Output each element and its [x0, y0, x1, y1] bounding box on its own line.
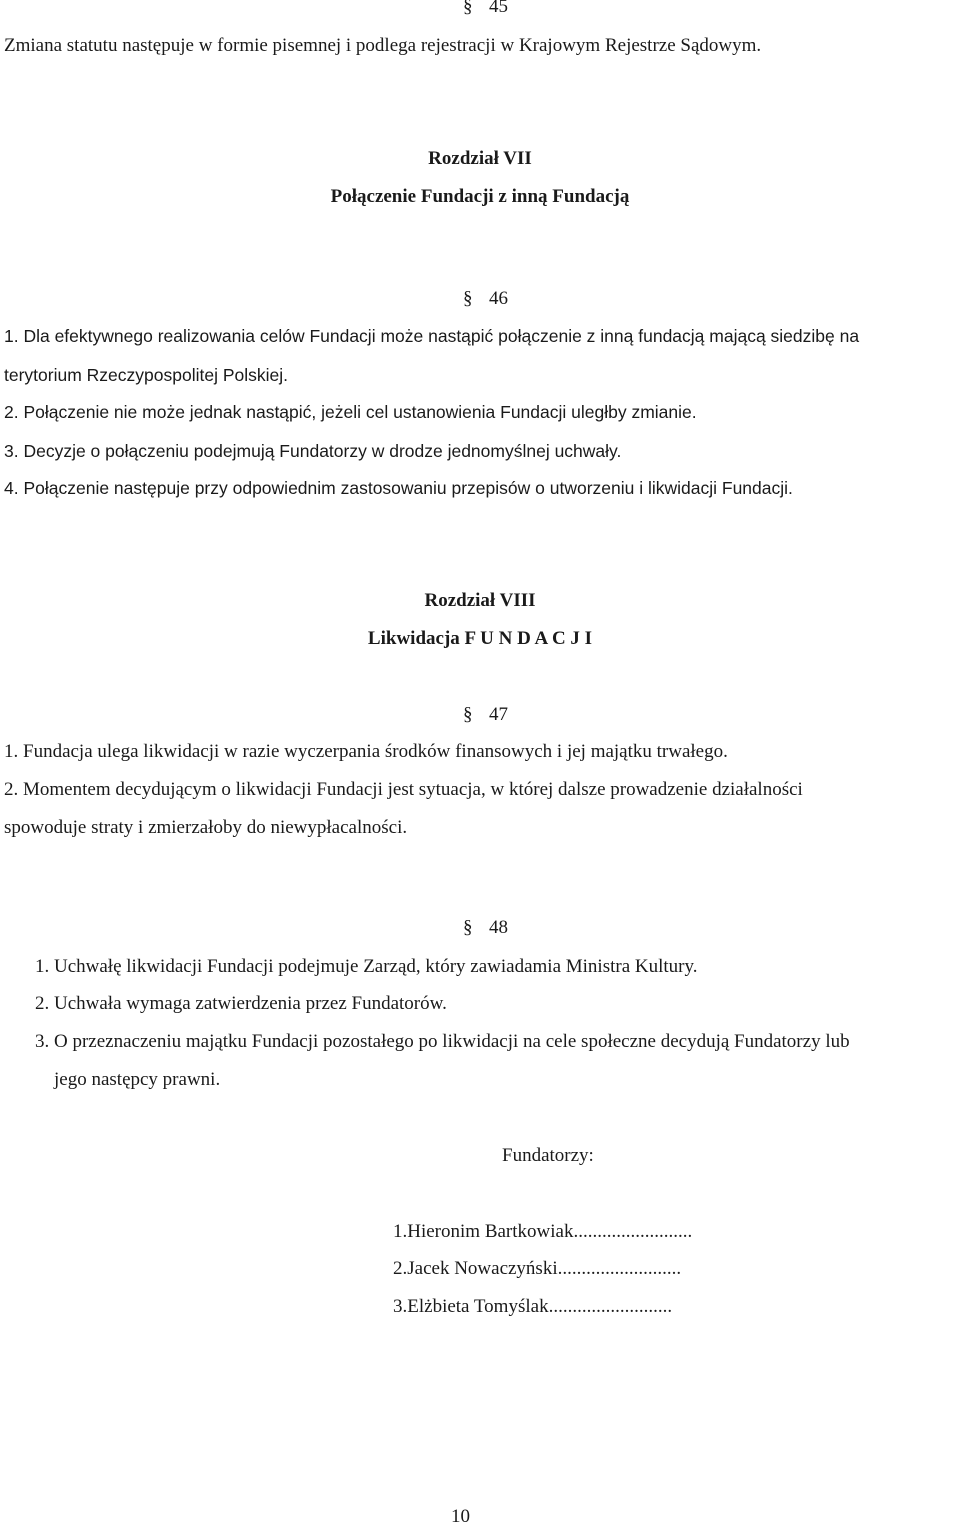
founder-signature-line: 1.Hieronim Bartkowiak.........................: [393, 1221, 693, 1242]
section-45-heading: [463, 0, 508, 18]
founders-heading: Fundatorzy:: [502, 1145, 594, 1166]
section-46-item: terytorium Rzeczypospolitej Polskiej.: [4, 365, 288, 385]
section-sign: §: [463, 288, 473, 309]
page-number: 10: [451, 1506, 470, 1527]
section-46-heading: [463, 288, 508, 310]
section-48-item: 3. O przeznaczeniu majątku Fundacji pozostałego po likwidacji na cele społeczne decydują Fundatorzy lub: [35, 1031, 850, 1052]
section-number: 45: [489, 0, 508, 17]
chapter-8-subtitle: Likwidacja F U N D A C J I: [367, 628, 593, 649]
chapter-7-subtitle: Połączenie Fundacji z inną Fundacją: [330, 186, 630, 207]
section-number: 48: [489, 917, 508, 938]
section-sign: §: [463, 917, 473, 938]
section-47-item: 1. Fundacja ulega likwidacji w razie wyczerpania środków finansowych i jej majątku trwałego.: [4, 741, 728, 762]
section-sign: §: [463, 704, 473, 725]
section-number: 46: [489, 288, 508, 309]
section-45-text: Zmiana statutu następuje w formie pisemnej i podlega rejestracji w Krajowym Rejestrze Sądowym.: [4, 35, 762, 56]
founder-signature-line: 2.Jacek Nowaczyński..........................: [393, 1258, 682, 1279]
section-number: 47: [489, 704, 508, 725]
section-46-item: 3. Decyzje o połączeniu podejmują Fundatorzy w drodze jednomyślnej uchwały.: [4, 441, 622, 461]
section-48-heading: [463, 917, 508, 939]
section-47-item: 2. Momentem decydującym o likwidacji Fundacji jest sytuacja, w której dalsze prowadzenie działalności: [4, 779, 803, 800]
section-46-item: 4. Połączenie następuje przy odpowiednim zastosowaniu przepisów o utworzeniu i likwidacji Fundacji.: [4, 478, 793, 498]
section-47-item: spowoduje straty i zmierzałoby do niewypłacalności.: [4, 817, 408, 838]
chapter-7-title: Rozdział VII: [428, 148, 532, 169]
section-sign: §: [463, 0, 473, 17]
section-48-item: jego następcy prawni.: [54, 1069, 221, 1090]
founder-signature-line: 3.Elżbieta Tomyślak..........................: [393, 1296, 673, 1317]
section-48-item: 1. Uchwałę likwidacji Fundacji podejmuje Zarząd, który zawiadamia Ministra Kultury.: [35, 956, 698, 977]
section-46-item: 2. Połączenie nie może jednak nastąpić, jeżeli cel ustanowienia Fundacji uległby zmianie.: [4, 402, 697, 422]
section-46-item: 1. Dla efektywnego realizowania celów Fundacji może nastąpić połączenie z inną fundacją mającą siedzibę na: [4, 326, 860, 346]
section-47-heading: [463, 704, 508, 726]
section-48-item: 2. Uchwała wymaga zatwierdzenia przez Fundatorów.: [35, 993, 447, 1014]
chapter-8-title: Rozdział VIII: [424, 590, 536, 611]
